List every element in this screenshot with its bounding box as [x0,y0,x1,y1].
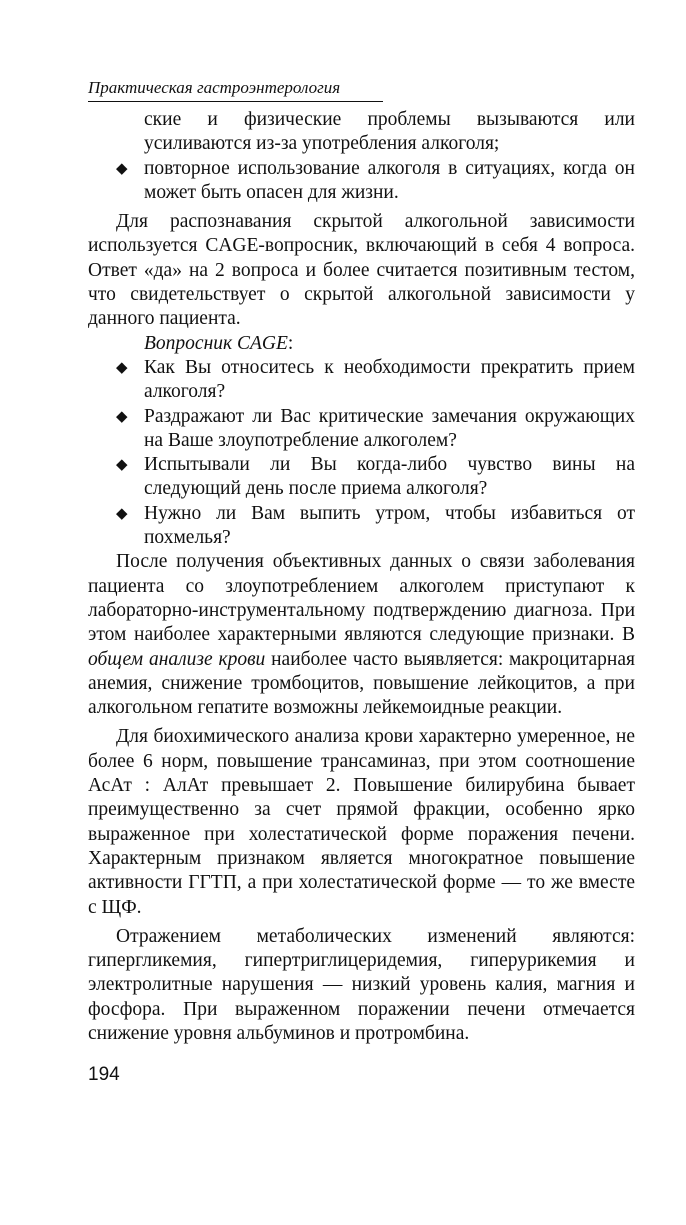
list-item-text: ские и физические проблемы вызываются или усиливаются из-за употребления алкоголя; [144,109,635,155]
cage-question [88,502,635,551]
cage-question-text: Нужно ли Вам выпить утром, чтобы избавиться от похмелья? [144,502,635,549]
cage-heading [88,332,635,356]
lab-text-italic: общем анализе крови [88,648,266,670]
paragraph-metabolic: Отражением метаболических изменений являются: гипергликемия, гипертриглицеридемия, гиперурикемия и электролитные нарушения — низкий уровень калия, магния и фосфора. При выраженном поражении печени отмечается снижение уровня альбуминов и протромбина. [88,925,635,1044]
cage-question [88,356,635,405]
running-head: Практическая гастроэнтерология [88,76,383,102]
cage-question [88,453,635,502]
lab-text-end: наиболее часто выявляется: макроцитарная анемия, снижение тромбоцитов, повышение лейкоцитов, а при алкогольном гепатите возможны лейкемоидные реакции. [88,648,635,719]
list-item [88,157,635,206]
lab-text-start: После получения объективных данных о связи заболевания пациента со злоупотреблением алкоголем приступают к лабораторно-инструментальному подтверждению диагноза. При этом наиболее характерными являются следующие признаки. В [88,551,635,646]
list-item-continuation [88,108,635,157]
bullet-icon: ◆ [116,359,128,376]
page-number: 194 [88,1064,120,1085]
bullet-icon: ◆ [116,457,128,474]
bullet-icon: ◆ [116,505,128,522]
paragraph-lab-diagnosis [88,550,635,720]
list-item-text: повторное использование алкоголя в ситуациях, когда он может быть опасен для жизни. [144,157,635,203]
cage-question-text: Раздражают ли Вас критические замечания окружающих на Ваше злоупотребление алкоголем? [144,405,635,451]
bullet-icon: ◆ [116,408,128,425]
paragraph-biochemistry: Для биохимического анализа крови характерно умеренное, не более 6 норм, повышение трансаминаз, при этом соотношение АсАт : АлАт превышает 2. Повышение билирубина бывает преимущественно за счет прямой фракции, особенно ярко выраженное при холестатической форме поражения печени. Характерным признаком является многократное повышение активности ГГТП, а при холестатической форме — то же вместе с ЩФ. [88,726,635,918]
cage-heading-text: Вопросник CAGE [144,332,288,354]
paragraph-cage: Для распознавания скрытой алкогольной зависимости используется CAGE-вопросник, включающий в себя 4 вопроса. Ответ «да» на 2 вопроса и более считается позитивным тестом, что свидетельствует о скрытой алкогольной зависимости у данного пациента. [88,211,635,330]
cage-question [88,405,635,454]
cage-question-text: Испытывали ли Вы когда-либо чувство вины на следующий день после приема алкоголя? [144,454,635,500]
cage-heading-colon: : [287,332,294,354]
bullet-icon: ◆ [116,160,128,177]
page-body [88,108,635,1046]
cage-question-text: Как Вы относитесь к необходимости прекратить прием алкоголя? [144,356,635,403]
cage-question-list [88,356,635,550]
symptom-list [88,108,635,205]
